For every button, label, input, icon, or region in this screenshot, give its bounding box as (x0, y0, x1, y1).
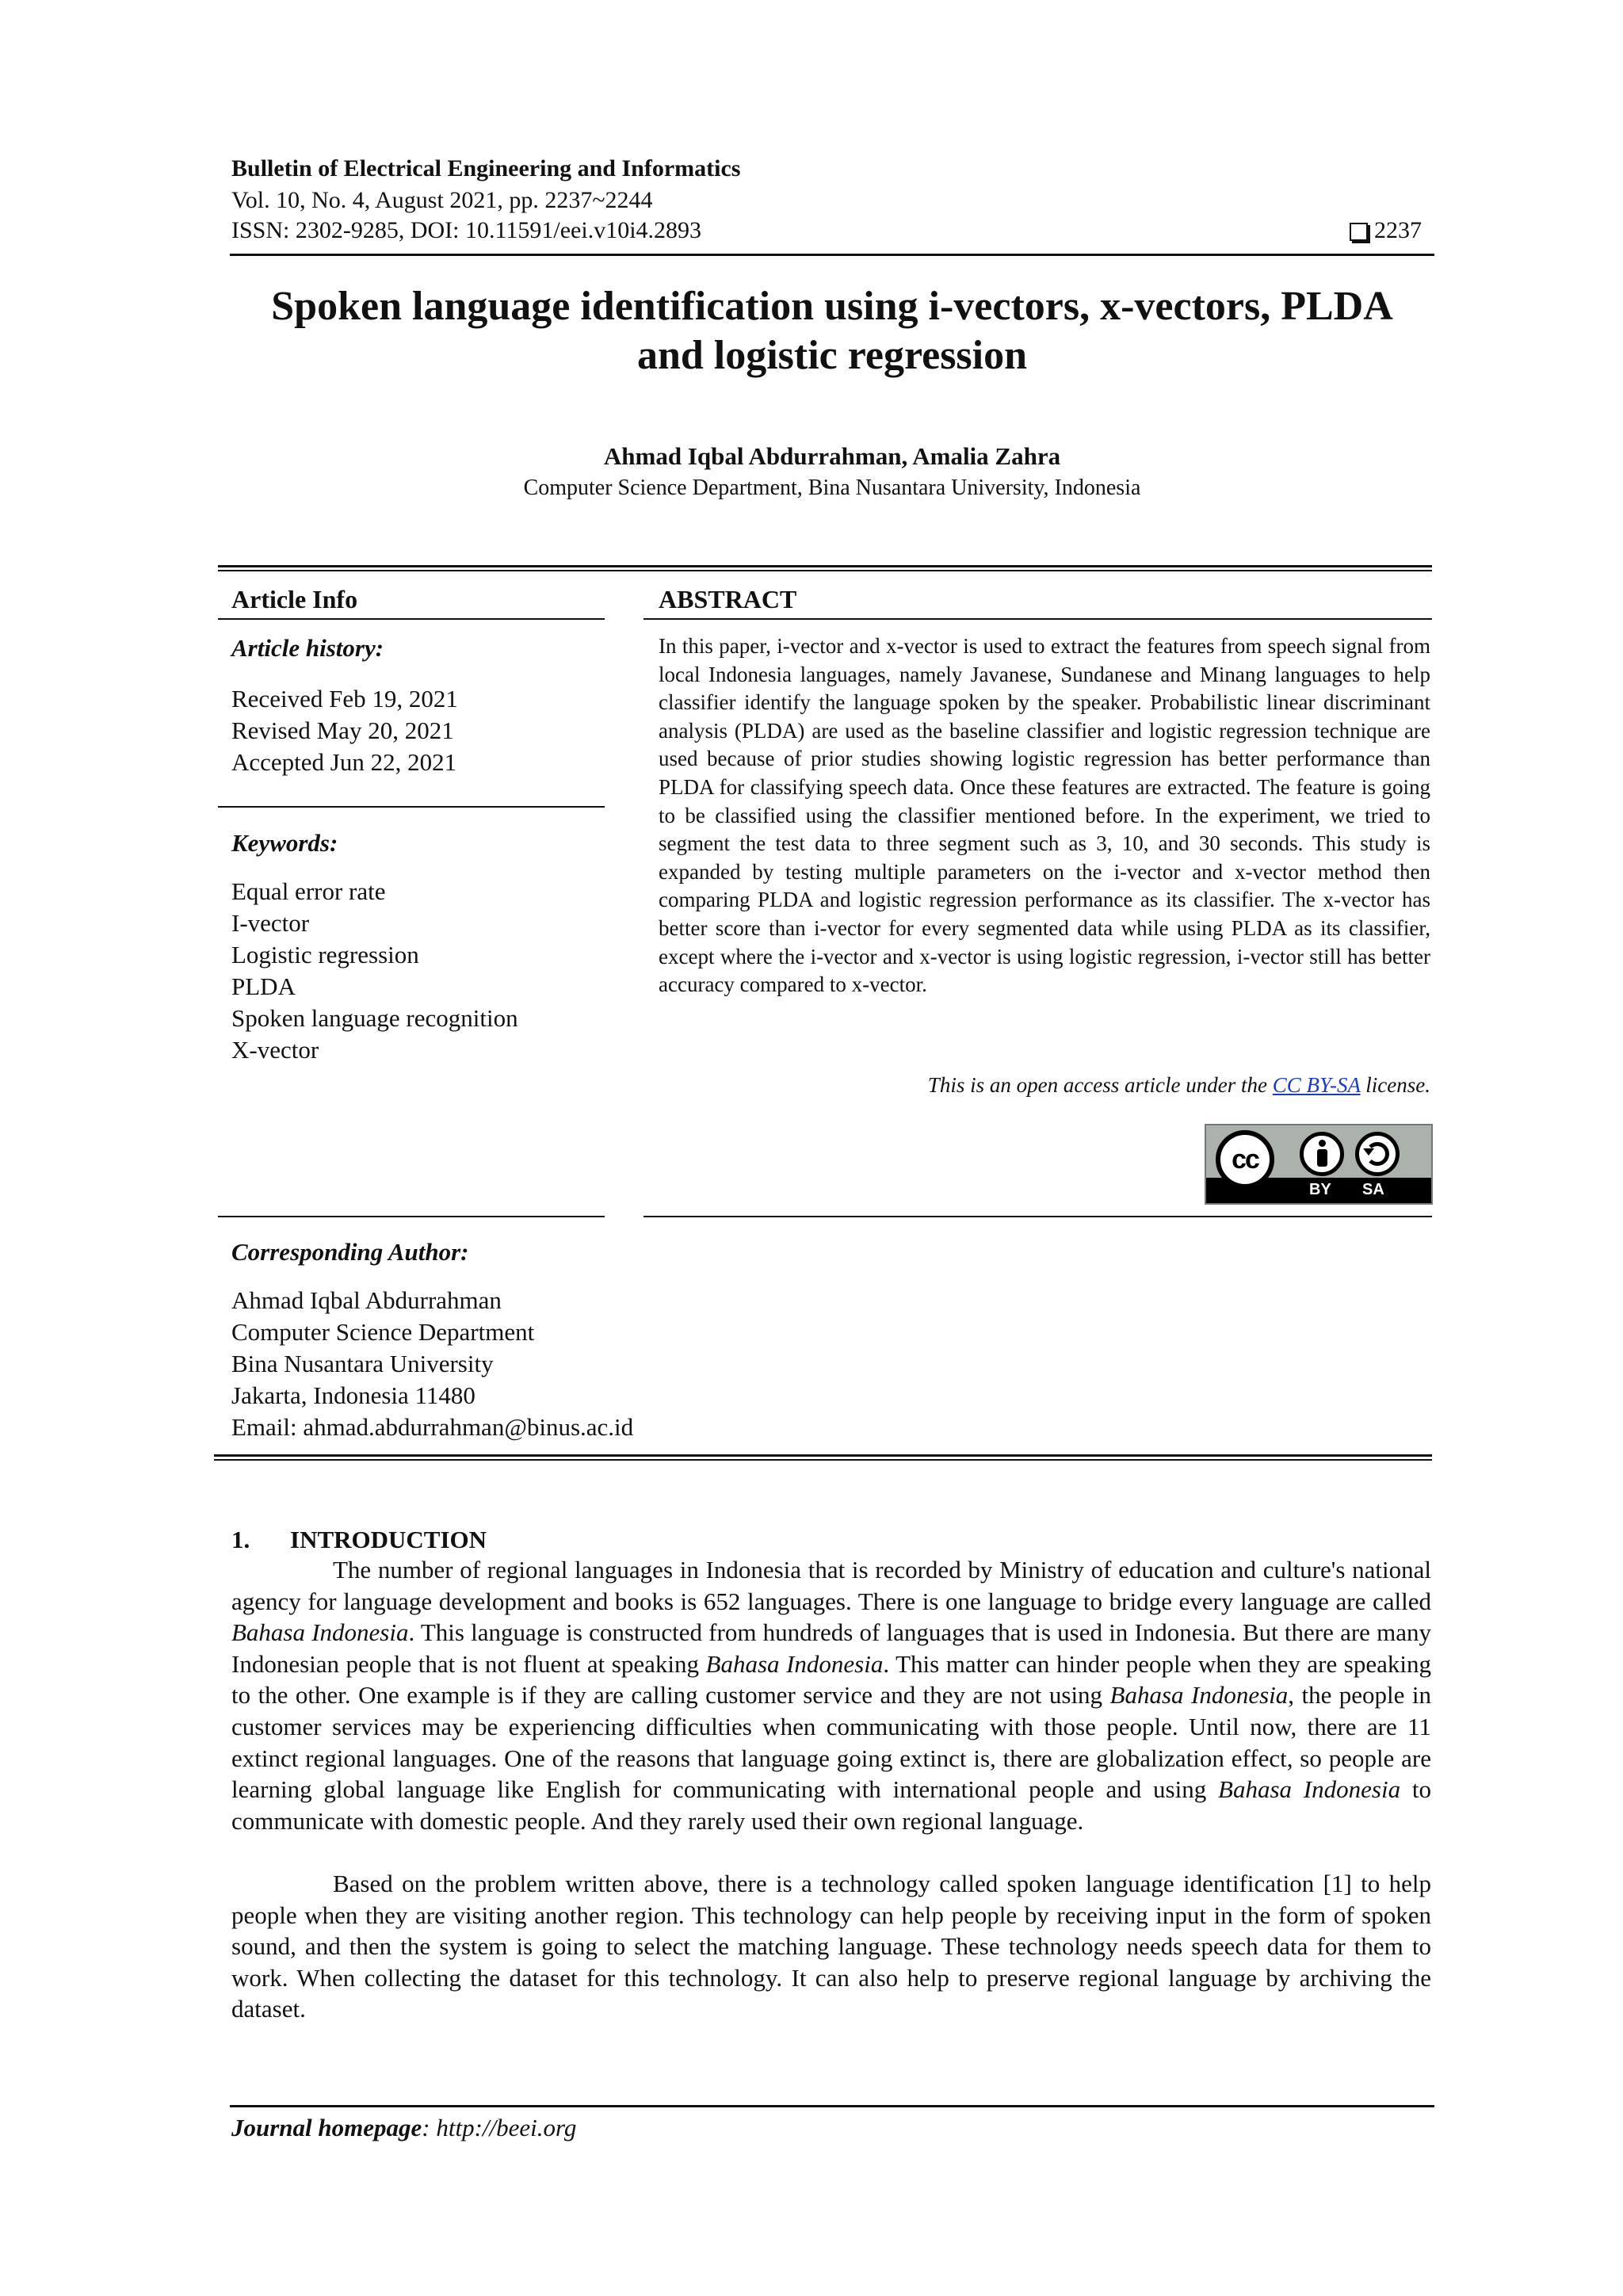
open-access-suffix: license. (1360, 1073, 1430, 1097)
keyword-item: Equal error rate (231, 877, 386, 905)
history-keywords-rule (218, 806, 605, 808)
keyword-item: X-vector (231, 1036, 319, 1064)
open-access-notice (928, 1073, 1430, 1098)
info-column-bottom-rule (218, 1216, 605, 1217)
keyword-item: PLDA (231, 972, 296, 1000)
introduction-paragraph-2: Based on the problem written above, there is a technology called spoken language identification [1] to help people when they are visiting another region. This technology can help people by receiving input in the form of spoken sound, and then the system is going to select the matching language. These technology needs speech data for them to work. When collecting the dataset for this technology. It can also help to preserve regional language by archiving the dataset. (231, 1870, 1431, 2023)
paper-title (158, 282, 1506, 380)
badge-sa-label: SA (1362, 1181, 1384, 1198)
keyword-item: Spoken language recognition (231, 1004, 518, 1032)
keywords-heading: Keywords: (231, 829, 338, 857)
paper-title-line-1: Spoken language identification using i-vectors, x-vectors, PLDA (271, 284, 1393, 329)
introduction-paragraph-1: The number of regional languages in Indonesia that is recorded by Ministry of education and culture's national agency for language development and books is 652 languages. There is one language to bridge every language are called Bahasa Indonesia. This language is constructed from hundreds of languages that is used in Indonesia. But there are many Indonesian people that is not fluent at speaking Bahasa Indonesia. This matter can hinder people when they are speaking to the other. One example is if they are calling customer service and they are not using Bahasa Indonesia, the people in customer services may be experiencing difficulties when communicating with those people. Until now, there are 11 extinct regional languages. One of the reasons that language going extinct is, there are globalization effect, so people are learning global language like English for communicating with international people and using Bahasa Indonesia to communicate with domestic people. And they rarely used their own regional language. (231, 1556, 1431, 1835)
journal-volume: Vol. 10, No. 4, August 2021, pp. 2237~2244 (231, 187, 653, 213)
cc-by-sa-badge[interactable] (1205, 1124, 1433, 1205)
section-title: INTRODUCTION (290, 1526, 487, 1553)
abstract-heading: ABSTRACT (659, 585, 797, 613)
history-revised: Revised May 20, 2021 (231, 716, 454, 744)
article-history-list (231, 683, 458, 778)
corr-email: Email: ahmad.abdurrahman@binus.ac.id (231, 1413, 634, 1441)
journal-homepage (231, 2114, 576, 2142)
attribution-person-icon (1300, 1132, 1344, 1176)
corresponding-author-heading: Corresponding Author: (231, 1238, 469, 1266)
corresponding-author-details (231, 1285, 633, 1443)
open-access-prefix: This is an open access article under the (927, 1073, 1273, 1097)
keyword-item: I-vector (231, 909, 310, 937)
journal-homepage-url[interactable]: : http://beei.org (422, 2114, 577, 2141)
history-received: Received Feb 19, 2021 (231, 685, 458, 712)
introduction-heading (231, 1526, 487, 1554)
keywords-list (231, 876, 518, 1066)
article-history-heading: Article history: (231, 634, 384, 662)
info-box-bottom-rule (214, 1454, 1432, 1461)
article-info-rule (218, 618, 605, 620)
header-rule (230, 254, 1434, 256)
footer-rule (230, 2105, 1434, 2107)
paper-affiliation: Computer Science Department, Bina Nusantara University, Indonesia (523, 476, 1141, 500)
cc-by-sa-link[interactable]: CC BY-SA (1272, 1073, 1361, 1097)
paper-title-line-2: and logistic regression (636, 333, 1028, 378)
badge-by-label: BY (1309, 1181, 1331, 1198)
corr-name: Ahmad Iqbal Abdurrahman (231, 1286, 502, 1314)
abstract-heading-rule (643, 618, 1432, 620)
keyword-item: Logistic regression (231, 941, 419, 968)
page-number (1350, 217, 1422, 244)
section-number: 1. (231, 1526, 250, 1553)
corr-department: Computer Science Department (231, 1318, 535, 1346)
abstract-text: In this paper, i-vector and x-vector is used to extract the features from speech signal from local Indonesia languages, namely Javanese, Sundanese and Minang languages to help classifier identify the language spoken by the speaker. Probabilistic linear discriminant analysis (PLDA) are used as the baseline classifier and logistic regression technique are used because of prior studies showing logistic regression has better performance than PLDA for classifying speech data. Once these features are extracted. The feature is going to be classified using the classifier mentioned before. In the experiment, we tried to segment the test data to three segment such as 3, 10, and 30 seconds. This study is expanded by testing multiple parameters on the i-vector and x-vector method then comparing PLDA and logistic regression performance as its classifier. The x-vector has better score than i-vector for every segmented data while using PLDA as its classifier, except where the i-vector and x-vector is using logistic regression, i-vector still has better accuracy compared to x-vector. (659, 634, 1430, 997)
history-accepted: Accepted Jun 22, 2021 (231, 748, 457, 776)
share-alike-icon (1355, 1132, 1400, 1176)
journal-issn-doi: ISSN: 2302-9285, DOI: 10.11591/eei.v10i4.2893 (231, 217, 702, 243)
cc-logo-icon: cc (1216, 1130, 1274, 1189)
corr-university: Bina Nusantara University (231, 1350, 494, 1377)
article-info-heading: Article Info (231, 585, 358, 613)
abstract-bottom-rule (643, 1216, 1432, 1217)
square-box-icon (1350, 223, 1368, 241)
paper-authors: Ahmad Iqbal Abdurrahman, Amalia Zahra (603, 442, 1061, 470)
journal-homepage-label: Journal homepage (231, 2114, 422, 2141)
page-number-value: 2237 (1374, 217, 1422, 243)
corr-address: Jakarta, Indonesia 11480 (231, 1381, 475, 1409)
journal-name: Bulletin of Electrical Engineering and Informatics (231, 155, 741, 181)
info-box-top-rule (218, 565, 1432, 571)
